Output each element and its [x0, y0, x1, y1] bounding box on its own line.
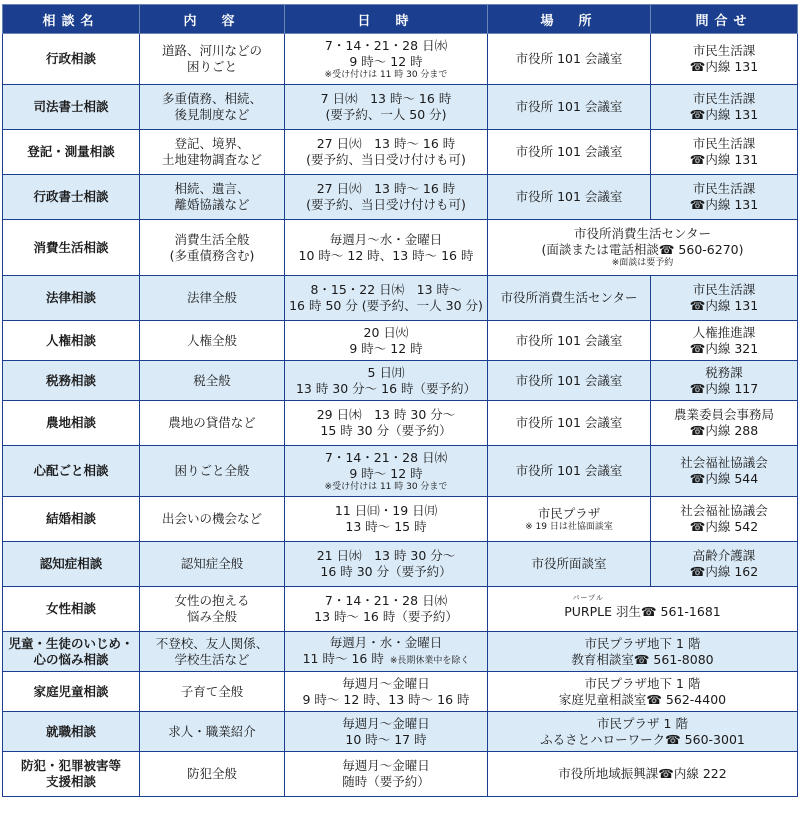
- datetime-line: 毎週月～金曜日: [342, 758, 430, 773]
- cell-line: 学校生活など: [174, 651, 250, 667]
- cell-line: 相続、遺言、: [174, 181, 250, 196]
- cell-line: 市役所 101 会議室: [515, 51, 623, 66]
- consultation-datetime: [285, 220, 488, 276]
- cell-line: 人権全般: [186, 332, 237, 348]
- datetime-note: ※受け付けは 11 時 30 分まで: [324, 69, 448, 80]
- cell-line: 高齢介護課: [692, 548, 756, 563]
- cell-line: ☎内線 288: [689, 423, 759, 438]
- table-row: [3, 672, 798, 712]
- consultation-name: [3, 220, 140, 276]
- cell-line: 出会いの機会など: [161, 511, 262, 526]
- table-row: [3, 130, 798, 175]
- consultation-place: [488, 34, 651, 85]
- table-row: [3, 401, 798, 446]
- cell-line: ☎内線 131: [689, 107, 759, 122]
- cell-line: 市役所 101 会議室: [515, 332, 623, 348]
- consultation-datetime: [285, 321, 488, 361]
- datetime-line: 8・15・22 日㈭ 13 時～: [310, 282, 462, 297]
- cell-line: 悩み全般: [186, 609, 237, 624]
- cell-line: 市役所 101 会議室: [515, 463, 623, 478]
- cell-line: 行政書士相談: [33, 189, 109, 204]
- place-contact-merged: [488, 587, 798, 632]
- datetime-line: 13 時～ 15 時: [345, 519, 427, 534]
- consultation-place: [488, 446, 651, 497]
- cell-line: 消費生活全般: [174, 231, 250, 247]
- datetime-line: 13 時 30 分～ 16 時（要予約）: [295, 380, 477, 396]
- cell-line: 社会福祉協議会: [680, 503, 768, 518]
- cell-line: ☎内線 117: [689, 380, 759, 396]
- consultation-name: [3, 752, 140, 797]
- table-row: [3, 712, 798, 752]
- place-contact-merged: [488, 632, 798, 672]
- cell-line: 市民生活課: [692, 43, 756, 58]
- consultation-contact: [651, 321, 798, 361]
- consultation-content: [140, 672, 285, 712]
- consultation-content: [140, 587, 285, 632]
- consultation-content: [140, 130, 285, 175]
- datetime-line: 毎週月～金曜日: [342, 675, 430, 691]
- consultation-content: [140, 220, 285, 276]
- cell-line: 教育相談室☎ 561-8080: [571, 651, 714, 667]
- cell-line: ☎内線 544: [689, 471, 759, 486]
- table-row: [3, 276, 798, 321]
- cell-line: 農業委員会事務局: [673, 407, 774, 422]
- cell-line: 土地建物調査など: [161, 152, 262, 167]
- consultation-place: [488, 497, 651, 542]
- header-place: 場 所: [488, 5, 651, 34]
- table-row: [3, 446, 798, 497]
- consultation-name: [3, 587, 140, 632]
- consultation-content: [140, 712, 285, 752]
- purple-phone: 羽生☎ 561-1681: [612, 604, 721, 619]
- cell-line: ☎内線 131: [689, 298, 759, 313]
- cell-line: 市役所消費生活センター: [573, 226, 711, 241]
- cell-line: 困りごと: [186, 59, 237, 74]
- consultation-datetime: [285, 276, 488, 321]
- consultation-name: [3, 321, 140, 361]
- consultation-content: [140, 446, 285, 497]
- datetime-line: 13 時～ 16 時（要予約）: [314, 609, 458, 624]
- consultation-name: [3, 34, 140, 85]
- datetime-line: 15 時 30 分（要予約）: [320, 423, 452, 438]
- table-row: [3, 587, 798, 632]
- datetime-line: 16 時 50 分 (要予約、一人 30 分): [289, 298, 483, 313]
- cell-line: 心配ごと相談: [33, 463, 109, 478]
- cell-line: 市民生活課: [692, 181, 756, 196]
- datetime-line: 毎週月～金曜日: [342, 715, 430, 731]
- place-contact-merged: [488, 752, 798, 797]
- cell-line: 道路、河川などの: [161, 43, 262, 58]
- cell-line: 就職相談: [45, 723, 96, 739]
- consultation-content: [140, 175, 285, 220]
- consultation-name: [3, 632, 140, 672]
- cell-line: 人権推進課: [692, 324, 756, 340]
- place-contact-merged: [488, 672, 798, 712]
- header-contact: 問合せ: [651, 5, 798, 34]
- consultation-name: [3, 401, 140, 446]
- consultation-name: [3, 276, 140, 321]
- cell-line: 税全般: [193, 372, 231, 388]
- consultation-content: [140, 34, 285, 85]
- consultation-content: [140, 276, 285, 321]
- cell-line: (面談または電話相談☎ 560-6270): [541, 242, 744, 257]
- consultation-datetime: [285, 401, 488, 446]
- datetime-line: 27 日㈫ 13 時～ 16 時: [316, 181, 456, 196]
- consultation-datetime: [285, 361, 488, 401]
- cell-line: 女性の抱える: [174, 593, 250, 608]
- datetime-line: 11 時～ 16 時 ※長期休業中を除く: [302, 650, 470, 666]
- cell-line: 女性相談: [45, 601, 96, 616]
- cell-line: ☎内線 542: [689, 519, 759, 534]
- consultation-contact: [651, 497, 798, 542]
- consultation-datetime: [285, 542, 488, 587]
- datetime-line: (要予約、当日受け付けも可): [306, 197, 466, 212]
- cell-line: 市役所面談室: [531, 556, 607, 571]
- table-header-row: [3, 5, 798, 34]
- consultation-table: [2, 4, 798, 797]
- cell-line: 農地の貸借など: [168, 415, 256, 430]
- consultation-content: [140, 401, 285, 446]
- consultation-place: [488, 401, 651, 446]
- cell-line: 不登校、友人関係、: [155, 635, 269, 651]
- cell-line: 市役所 101 会議室: [515, 99, 623, 114]
- table-row: [3, 220, 798, 276]
- datetime-line: 7 日㈬ 13 時～ 16 時: [320, 91, 452, 106]
- cell-line: 家庭児童相談室☎ 562-4400: [558, 691, 727, 707]
- consultation-contact: [651, 85, 798, 130]
- header-content: 内 容: [140, 5, 285, 34]
- consultation-name: [3, 542, 140, 587]
- datetime-line: 27 日㈫ 13 時～ 16 時: [316, 136, 456, 151]
- consultation-contact: [651, 34, 798, 85]
- consultation-content: [140, 542, 285, 587]
- cell-line: 市民生活課: [692, 91, 756, 106]
- consultation-contact: [651, 542, 798, 587]
- consultation-content: [140, 361, 285, 401]
- cell-line: 多重債務、相続、: [161, 91, 262, 106]
- table-row: [3, 497, 798, 542]
- consultation-contact: [651, 401, 798, 446]
- cell-line: 税務課: [705, 364, 743, 380]
- cell-line: ☎内線 162: [689, 564, 759, 579]
- datetime-line: 9 時～ 12 時: [349, 465, 423, 481]
- datetime-line: 毎週月・水・金曜日: [329, 634, 443, 650]
- datetime-line: (要予約、当日受け付けも可): [306, 152, 466, 167]
- cell-line: 児童・生徒のいじめ・: [8, 635, 134, 651]
- consultation-content: [140, 321, 285, 361]
- consultation-contact: [651, 446, 798, 497]
- cell-line: 農地相談: [45, 415, 96, 430]
- cell-line: 法律全般: [186, 290, 237, 305]
- datetime-line: 9 時～ 12 時: [349, 53, 423, 69]
- header-datetime: 日 時: [285, 5, 488, 34]
- cell-line: ☎内線 131: [689, 59, 759, 74]
- datetime-line: 7・14・21・28 日㈬: [324, 593, 448, 608]
- cell-line: 社会福祉協議会: [680, 455, 768, 470]
- cell-line: 税務相談: [45, 372, 96, 388]
- datetime-line: 随時（要予約）: [342, 774, 430, 789]
- consultation-content: [140, 497, 285, 542]
- consultation-name: [3, 130, 140, 175]
- cell-line: 市役所地域振興課☎内線 222: [558, 766, 727, 781]
- datetime-line: 20 日㈫: [363, 324, 409, 340]
- table-row: [3, 632, 798, 672]
- consultation-place: [488, 130, 651, 175]
- cell-line: 市役所消費生活センター: [500, 290, 638, 305]
- table-row: [3, 85, 798, 130]
- table-row: [3, 361, 798, 401]
- datetime-line: 7・14・21・28 日㈬: [324, 37, 448, 53]
- cell-line: 離婚協議など: [174, 197, 250, 212]
- consultation-name: [3, 85, 140, 130]
- consultation-place: [488, 361, 651, 401]
- cell-line: 防犯全般: [186, 766, 237, 781]
- consultation-datetime: [285, 446, 488, 497]
- datetime-line: 11 日㈰・19 日㈪: [334, 503, 438, 518]
- cell-line: ☎内線 321: [689, 340, 759, 356]
- cell-line: 消費生活相談: [33, 239, 109, 255]
- cell-line: 家庭児童相談: [33, 683, 109, 699]
- datetime-line: 5 日㈪: [367, 364, 405, 380]
- cell-line: 法律相談: [45, 290, 96, 305]
- consultation-datetime: [285, 587, 488, 632]
- table-row: [3, 34, 798, 85]
- datetime-line: 10 時～ 17 時: [345, 731, 427, 747]
- cell-line: ☎内線 131: [689, 152, 759, 167]
- cell-line: 司法書士相談: [33, 99, 109, 114]
- consultation-content: [140, 85, 285, 130]
- consultation-place: [488, 276, 651, 321]
- consultation-datetime: [285, 130, 488, 175]
- consultation-name: [3, 446, 140, 497]
- ruby-reading: パープル: [572, 594, 604, 602]
- header-name: 相談名: [3, 5, 140, 34]
- cell-line: 求人・職業紹介: [168, 723, 256, 739]
- datetime-line: 10 時～ 12 時、13 時～ 16 時: [298, 247, 474, 263]
- datetime-line: 7・14・21・28 日㈬: [324, 449, 448, 465]
- consultation-name: [3, 712, 140, 752]
- table-body: [3, 34, 798, 797]
- datetime-line: 29 日㈭ 13 時 30 分～: [316, 407, 456, 422]
- consultation-place: [488, 85, 651, 130]
- cell-line: 市役所 101 会議室: [515, 144, 623, 159]
- consultation-schedule: [2, 4, 797, 797]
- cell-line: 市民プラザ地下 1 階: [584, 635, 701, 651]
- cell-line: ☎内線 131: [689, 197, 759, 212]
- cell-line: 認知症相談: [39, 556, 103, 571]
- consultation-name: [3, 497, 140, 542]
- cell-line: 市役所 101 会議室: [515, 372, 623, 388]
- cell-line: ふるさとハローワーク☎ 560-3001: [540, 731, 745, 747]
- purple-contact: [490, 594, 795, 620]
- ruby-base: [564, 594, 613, 620]
- datetime-line: 毎週月～水・金曜日: [329, 231, 443, 247]
- consultation-datetime: [285, 752, 488, 797]
- cell-line: 市民生活課: [692, 282, 756, 297]
- place-note: ※面談は要予約: [611, 258, 674, 268]
- cell-line: 市役所 101 会議室: [515, 189, 623, 204]
- cell-line: 子育て全般: [180, 683, 244, 699]
- consultation-place: [488, 175, 651, 220]
- datetime-line: 9 時～ 12 時: [349, 340, 423, 356]
- consultation-content: [140, 752, 285, 797]
- datetime-line: 9 時～ 12 時、13 時～ 16 時: [302, 691, 470, 707]
- consultation-name: [3, 175, 140, 220]
- datetime-note: ※長期休業中を除く: [389, 655, 470, 666]
- consultation-contact: [651, 361, 798, 401]
- cell-line: 市民生活課: [692, 136, 756, 151]
- consultation-datetime: [285, 497, 488, 542]
- consultation-datetime: [285, 672, 488, 712]
- consultation-contact: [651, 175, 798, 220]
- cell-line: 登記、境界、: [174, 136, 250, 151]
- cell-line: (多重債務含む): [169, 247, 255, 263]
- consultation-place: [488, 542, 651, 587]
- datetime-line: 21 日㈬ 13 時 30 分～: [316, 548, 456, 563]
- cell-line: 心の悩み相談: [33, 651, 109, 667]
- consultation-content: [140, 632, 285, 672]
- consultation-datetime: [285, 34, 488, 85]
- place-note: ※ 19 日は社協面談室: [525, 521, 613, 532]
- consultation-place: [488, 321, 651, 361]
- cell-line: 困りごと全般: [174, 463, 250, 478]
- cell-line: 登記・測量相談: [27, 144, 115, 159]
- cell-line: 市役所 101 会議室: [515, 415, 623, 430]
- cell-line: 人権相談: [45, 332, 96, 348]
- consultation-contact: [651, 276, 798, 321]
- cell-line: 後見制度など: [174, 107, 250, 122]
- cell-line: 行政相談: [45, 51, 96, 66]
- cell-line: 市民プラザ地下 1 階: [584, 675, 701, 691]
- cell-line: 防犯・犯罪被害等: [20, 758, 121, 773]
- consultation-datetime: [285, 85, 488, 130]
- consultation-name: [3, 361, 140, 401]
- consultation-datetime: [285, 712, 488, 752]
- datetime-line: (要予約、一人 50 分): [325, 107, 447, 122]
- consultation-datetime: [285, 175, 488, 220]
- purple-name: PURPLE: [564, 604, 613, 619]
- cell-line: 市民プラザ 1 階: [597, 715, 688, 731]
- table-row: [3, 752, 798, 797]
- table-row: [3, 321, 798, 361]
- consultation-name: [3, 672, 140, 712]
- table-row: [3, 175, 798, 220]
- datetime-line: 16 時 30 分（要予約）: [320, 564, 452, 579]
- cell-line: 認知症全般: [180, 556, 244, 571]
- cell-line: 支援相談: [45, 774, 96, 789]
- place-contact-merged: [488, 712, 798, 752]
- datetime-note: ※受け付けは 11 時 30 分まで: [324, 481, 448, 492]
- place-contact-merged: [488, 220, 798, 276]
- cell-line: 市民プラザ: [537, 505, 601, 521]
- consultation-datetime: [285, 632, 488, 672]
- consultation-contact: [651, 130, 798, 175]
- cell-line: 結婚相談: [45, 511, 96, 526]
- table-row: [3, 542, 798, 587]
